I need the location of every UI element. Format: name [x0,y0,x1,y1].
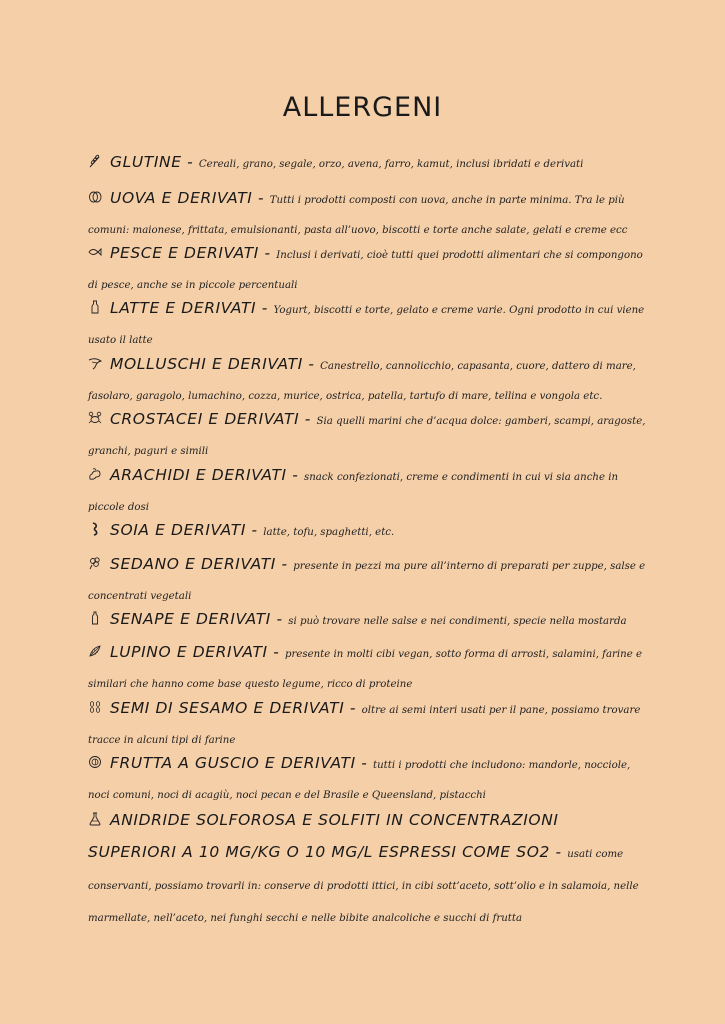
allergen-name: SEMI DI SESAMO E DERIVATI [110,699,345,717]
list-item: SENAPE E DERIVATI - si può trovare nelle salse e nei condimenti, specie nella mostarda [88,605,648,635]
list-item: FRUTTA A GUSCIO E DERIVATI - tutti i prodotti che includono: mandorle, nocciole, noci comuni, noci di acagiù, noci pecan e del Brasile e Queensland, pistacchi [88,754,631,801]
list-item: SEMI DI SESAMO E DERIVATI - oltre ai semi interi usati per il pane, possiamo trovare tracce in alcuni tipi di farine [88,699,641,746]
allergen-name: MOLLUSCHI E DERIVATI [110,355,303,373]
allergen-name: GLUTINE [110,153,182,171]
lupin-icon [88,644,102,658]
celery-icon [88,556,102,570]
allergen-description: presente in molti cibi vegan, sotto forma di arrosti, salamini, farine e similari che hanno come base questo legume, ricco di proteine [88,649,643,690]
allergen-name: LATTE E DERIVATI [110,299,257,317]
page-title: ALLERGENI [282,92,443,123]
sesame-icon [88,700,102,714]
allergen-name: ARACHIDI E DERIVATI [110,466,287,484]
egg-icon [88,190,102,204]
allergen-description: Tutti i prodotti composti con uova, anche in parte minima. Tra le più comuni: maionese, frittata, emulsionanti, pasta all’uovo, biscotti e torte anche salate, gelati e creme ecc [88,195,628,236]
flask-icon [88,812,102,826]
allergen-description: tutti i prodotti che includono: mandorle, nocciole, noci comuni, noci di acagiù, noci pecan e del Brasile e Queensland, pistacchi [88,760,631,801]
list-item: MOLLUSCHI E DERIVATI - Canestrello, cannolicchio, capasanta, cuore, dattero di mare, fasolaro, garagolo, lumachino, cozza, murice, ostrica, patella, tartufo di mare, tellina e vongola etc. [88,355,636,402]
allergen-name: UOVA E DERIVATI [110,189,253,207]
shell-icon [88,356,102,370]
list-item: LATTE E DERIVATI - Yogurt, biscotti e torte, gelato e creme varie. Ogni prodotto in cui viene usato il latte [88,299,645,346]
allergen-description: si può trovare nelle salse e nei condimenti, specie nella mostarda [288,616,627,627]
list-item: UOVA E DERIVATI - Tutti i prodotti composti con uova, anche in parte minima. Tra le più comuni: maionese, frittata, emulsionanti, pasta all’uovo, biscotti e torte anche salate, gelati e creme ecc [88,189,628,236]
allergen-name: FRUTTA A GUSCIO E DERIVATI [110,754,356,772]
fish-icon [88,245,102,259]
list-item: GLUTINE - Cereali, grano, segale, orzo, avena, farro, kamut, inclusi ibridati e derivati [88,148,648,178]
list-item: ARACHIDI E DERIVATI - snack confezionati, creme e condimenti in cui vi sia anche in piccole dosi [88,466,619,513]
allergen-description: Sia quelli marini che d’acqua dolce: gamberi, scampi, aragoste, granchi, paguri e simili [88,416,646,457]
crab-icon [88,411,102,425]
list-item: PESCE E DERIVATI - Inclusi i derivati, cioè tutti quei prodotti alimentari che si compongono di pesce, anche se in piccole percentuali [88,244,643,291]
nut-icon [88,755,102,769]
allergen-name: ANIDRIDE SOLFOROSA E SOLFITI IN CONCENTRAZIONI SUPERIORI A 10 MG/KG O 10 MG/L ESPRESSI COME SO2 [88,811,559,861]
allergen-description: oltre ai semi interi usati per il pane, possiamo trovare tracce in alcuni tipi di farine [88,705,641,746]
allergen-name: CROSTACEI E DERIVATI [110,410,300,428]
wheat-icon [88,154,102,168]
allergen-description: Yogurt, biscotti e torte, gelato e creme varie. Ogni prodotto in cui viene usato il latte [88,305,645,346]
allergen-description: Inclusi i derivati, cioè tutti quei prodotti alimentari che si compongono di pesce, anche se in piccole percentuali [88,250,643,291]
allergen-description: Cereali, grano, segale, orzo, avena, farro, kamut, inclusi ibridati e derivati [198,159,584,170]
allergen-name: PESCE E DERIVATI [110,244,259,262]
allergen-description: usati come conservanti, possiamo trovarli in: conserve di prodotti ittici, in cibi sott’aceto, sott’olio e in salamoia, nelle marmellate, nell’aceto, nei funghi secchi e nelle bibite analcoliche e succhi di frutta [88,849,639,924]
allergen-name: SENAPE E DERIVATI [110,610,271,628]
list-item: LUPINO E DERIVATI - presente in molti cibi vegan, sotto forma di arrosti, salamini, farine e similari che hanno come base questo legume, ricco di proteine [88,643,643,690]
allergen-description: snack confezionati, creme e condimenti in cui vi sia anche in piccole dosi [88,472,619,513]
allergen-description: latte, tofu, spaghetti, etc. [263,527,395,538]
list-item: SEDANO E DERIVATI - presente in pezzi ma pure all’interno di preparati per zuppe, salse e concentrati vegetali [88,555,646,602]
mustard-icon [88,611,102,625]
list-item: ANIDRIDE SOLFOROSA E SOLFITI IN CONCENTRAZIONI SUPERIORI A 10 MG/KG O 10 MG/L ESPRESSI COME SO2 - usati come conservanti, possiamo trovarli in: conserve di prodotti ittici, in cibi sott’aceto, sott’olio e in salamoia, nelle marmellate, nell’aceto, nei funghi secchi e nelle bibite analcoliche e succhi di frutta [88,811,639,924]
list-item: CROSTACEI E DERIVATI - Sia quelli marini che d’acqua dolce: gamberi, scampi, aragoste, granchi, paguri e simili [88,410,646,457]
list-item: SOIA E DERIVATI - latte, tofu, spaghetti, etc. [88,516,648,546]
milk-bottle-icon [88,300,102,314]
allergen-description: Canestrello, cannolicchio, capasanta, cuore, dattero di mare, fasolaro, garagolo, lumachino, cozza, murice, ostrica, patella, tartufo di mare, tellina e vongola etc. [88,361,636,402]
peanut-icon [88,467,102,481]
allergen-name: SEDANO E DERIVATI [110,555,276,573]
allergen-description: presente in pezzi ma pure all’interno di preparati per zuppe, salse e concentrati vegetali [88,561,646,602]
soy-icon [88,522,102,536]
allergen-name: SOIA E DERIVATI [110,521,246,539]
allergen-name: LUPINO E DERIVATI [110,643,268,661]
